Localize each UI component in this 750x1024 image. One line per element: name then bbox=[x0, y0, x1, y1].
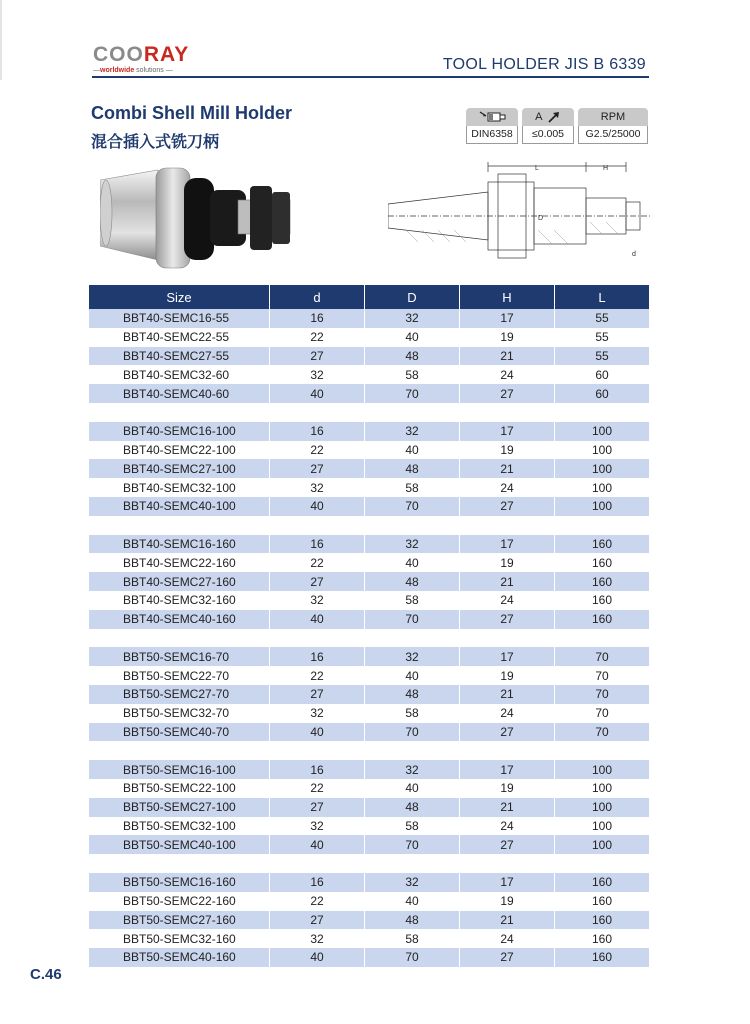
cell-D: 32 bbox=[365, 873, 460, 892]
cell-size: BBT40-SEMC22-100 bbox=[89, 441, 270, 460]
cell-d: 27 bbox=[270, 685, 365, 704]
cell-size: BBT40-SEMC22-160 bbox=[89, 553, 270, 572]
brand-logo bbox=[93, 44, 203, 74]
group-spacer-row bbox=[89, 741, 649, 760]
cell-L: 70 bbox=[595, 668, 609, 683]
cell-size: BBT50-SEMC32-160 bbox=[89, 929, 270, 948]
cell-H: 24 bbox=[460, 591, 555, 610]
table-row bbox=[89, 873, 649, 892]
cell-D: 32 bbox=[365, 647, 460, 666]
cell-D: 58 bbox=[365, 817, 460, 836]
cell-D: 58 bbox=[365, 478, 460, 497]
cell-L: 100 bbox=[591, 480, 613, 495]
cell-d: 40 bbox=[270, 835, 365, 854]
cell-H: 27 bbox=[460, 835, 555, 854]
cell-D: 70 bbox=[365, 835, 460, 854]
table-row bbox=[89, 704, 649, 723]
cell-d: 22 bbox=[270, 892, 365, 911]
cell-L: 55 bbox=[555, 309, 649, 328]
cell-D: 40 bbox=[365, 666, 460, 685]
spec-badge-runout-value: ≤0.005 bbox=[522, 126, 574, 144]
cell-size: BBT50-SEMC16-70 bbox=[89, 647, 270, 666]
cell-L: 60 bbox=[595, 367, 609, 382]
spec-badge-runout-label: A bbox=[535, 111, 542, 123]
cell-D: 70 bbox=[365, 723, 460, 742]
cell-H: 17 bbox=[460, 309, 555, 328]
table-row bbox=[89, 817, 649, 836]
table-row bbox=[89, 798, 649, 817]
table-row bbox=[89, 459, 649, 478]
cell-size: BBT40-SEMC32-160 bbox=[89, 591, 270, 610]
cell-d: 16 bbox=[270, 535, 365, 554]
column-header-H: H bbox=[460, 285, 555, 309]
group-spacer-row bbox=[89, 403, 649, 422]
group-spacer-cell bbox=[89, 516, 649, 535]
spec-badge-din-top bbox=[466, 108, 518, 126]
cell-d: 27 bbox=[270, 911, 365, 930]
cell-d: 16 bbox=[270, 873, 365, 892]
cell-size: BBT50-SEMC16-160 bbox=[89, 873, 270, 892]
cell-d: 40 bbox=[270, 384, 365, 403]
cell-d: 40 bbox=[270, 723, 365, 742]
cell-H: 19 bbox=[460, 328, 555, 347]
cell-L: 160 bbox=[555, 873, 649, 892]
table-row bbox=[89, 309, 649, 328]
cell-D: 58 bbox=[365, 365, 460, 384]
cell-size: BBT40-SEMC40-60 bbox=[89, 384, 270, 403]
cell-L: 55 bbox=[595, 330, 609, 345]
cell-D: 48 bbox=[365, 347, 460, 366]
size-table bbox=[89, 285, 649, 967]
cell-size: BBT40-SEMC16-55 bbox=[89, 309, 270, 328]
table-row bbox=[89, 535, 649, 554]
cell-L: 160 bbox=[555, 911, 649, 930]
cell-size: BBT40-SEMC40-160 bbox=[89, 610, 270, 629]
cell-L: 70 bbox=[595, 706, 609, 721]
cell-D: 48 bbox=[365, 459, 460, 478]
cell-L: 160 bbox=[555, 610, 649, 629]
cell-H: 19 bbox=[460, 441, 555, 460]
tagline-prefix: — bbox=[93, 67, 100, 74]
cell-size: BBT40-SEMC27-55 bbox=[89, 347, 270, 366]
cell-d: 32 bbox=[270, 591, 365, 610]
table-row bbox=[89, 911, 649, 930]
column-header-D: D bbox=[365, 285, 460, 309]
group-spacer-row bbox=[89, 516, 649, 535]
header-divider bbox=[92, 76, 649, 78]
cell-D: 40 bbox=[365, 892, 460, 911]
cell-H: 21 bbox=[460, 459, 555, 478]
table-row bbox=[89, 591, 649, 610]
cell-L: 100 bbox=[555, 459, 649, 478]
spec-badge-runout bbox=[522, 108, 574, 144]
tagline-rest: solutions — bbox=[134, 67, 173, 74]
cell-H: 24 bbox=[460, 929, 555, 948]
cell-size: BBT40-SEMC16-160 bbox=[89, 535, 270, 554]
cell-H: 19 bbox=[460, 779, 555, 798]
table-row bbox=[89, 647, 649, 666]
product-title-en: Combi Shell Mill Holder bbox=[91, 103, 293, 123]
table-row bbox=[89, 760, 649, 779]
cell-size: BBT50-SEMC22-160 bbox=[89, 892, 270, 911]
cell-L: 100 bbox=[591, 442, 613, 457]
cell-L: 70 bbox=[555, 685, 649, 704]
cell-size: BBT50-SEMC27-70 bbox=[89, 685, 270, 704]
column-header-size: Size bbox=[89, 285, 270, 309]
cell-d: 40 bbox=[270, 497, 365, 516]
cell-D: 70 bbox=[365, 610, 460, 629]
cell-D: 40 bbox=[365, 779, 460, 798]
spec-badge-din-value: DIN6358 bbox=[466, 126, 518, 144]
drawing-label-D: D bbox=[538, 215, 544, 222]
group-spacer-cell bbox=[89, 403, 649, 422]
logo-wordmark-part1: COO bbox=[93, 43, 144, 66]
cell-H: 17 bbox=[460, 760, 555, 779]
cell-H: 21 bbox=[460, 685, 555, 704]
page-edge-mark bbox=[0, 0, 2, 80]
cell-size: BBT50-SEMC22-70 bbox=[89, 666, 270, 685]
cell-size: BBT50-SEMC32-100 bbox=[89, 817, 270, 836]
table-row bbox=[89, 328, 649, 347]
cell-L: 160 bbox=[591, 593, 613, 608]
table-row bbox=[89, 685, 649, 704]
cell-D: 32 bbox=[365, 422, 460, 441]
group-spacer-row bbox=[89, 854, 649, 873]
cell-size: BBT50-SEMC16-100 bbox=[89, 760, 270, 779]
table-row bbox=[89, 835, 649, 854]
cell-L: 160 bbox=[555, 948, 649, 967]
cell-L: 55 bbox=[555, 347, 649, 366]
table-row bbox=[89, 892, 649, 911]
table-row bbox=[89, 478, 649, 497]
product-photo bbox=[100, 160, 300, 278]
cell-d: 27 bbox=[270, 572, 365, 591]
cell-L: 160 bbox=[591, 931, 613, 946]
spec-badge-runout-top bbox=[522, 108, 574, 126]
cell-size: BBT50-SEMC40-100 bbox=[89, 835, 270, 854]
table-row bbox=[89, 572, 649, 591]
spec-badge-rpm bbox=[578, 108, 648, 144]
cell-L: 160 bbox=[555, 572, 649, 591]
cell-D: 40 bbox=[365, 553, 460, 572]
table-row bbox=[89, 365, 649, 384]
table-row bbox=[89, 553, 649, 572]
cell-L: 100 bbox=[555, 422, 649, 441]
technical-drawing bbox=[388, 160, 650, 272]
table-row bbox=[89, 948, 649, 967]
cell-size: BBT50-SEMC40-160 bbox=[89, 948, 270, 967]
cell-size: BBT40-SEMC40-100 bbox=[89, 497, 270, 516]
size-table-body bbox=[89, 309, 649, 967]
column-header-L: L bbox=[555, 285, 649, 309]
table-row bbox=[89, 422, 649, 441]
clamp-icon bbox=[477, 110, 507, 124]
spec-badge-din bbox=[466, 108, 518, 144]
table-row bbox=[89, 666, 649, 685]
cell-D: 40 bbox=[365, 328, 460, 347]
cell-H: 24 bbox=[460, 478, 555, 497]
cell-D: 32 bbox=[365, 760, 460, 779]
cell-L: 70 bbox=[555, 647, 649, 666]
cell-H: 21 bbox=[460, 798, 555, 817]
cell-L: 160 bbox=[555, 535, 649, 554]
cell-L: 100 bbox=[555, 497, 649, 516]
cell-H: 27 bbox=[460, 384, 555, 403]
cell-H: 17 bbox=[460, 647, 555, 666]
cell-d: 32 bbox=[270, 704, 365, 723]
cell-d: 27 bbox=[270, 459, 365, 478]
group-spacer-cell bbox=[89, 741, 649, 760]
cell-D: 70 bbox=[365, 497, 460, 516]
drawing-label-L: L bbox=[535, 165, 539, 172]
cell-H: 19 bbox=[460, 892, 555, 911]
cell-D: 48 bbox=[365, 911, 460, 930]
cell-size: BBT50-SEMC27-100 bbox=[89, 798, 270, 817]
cell-H: 17 bbox=[460, 535, 555, 554]
cell-d: 16 bbox=[270, 309, 365, 328]
cell-d: 16 bbox=[270, 422, 365, 441]
cell-L: 100 bbox=[555, 835, 649, 854]
cell-d: 16 bbox=[270, 647, 365, 666]
cell-D: 70 bbox=[365, 384, 460, 403]
cell-H: 17 bbox=[460, 873, 555, 892]
cell-D: 48 bbox=[365, 798, 460, 817]
tagline-strong: worldwide bbox=[100, 67, 135, 74]
cell-d: 27 bbox=[270, 798, 365, 817]
cell-H: 17 bbox=[460, 422, 555, 441]
cell-L: 60 bbox=[555, 384, 649, 403]
table-row bbox=[89, 610, 649, 629]
group-spacer-cell bbox=[89, 854, 649, 873]
cell-D: 40 bbox=[365, 441, 460, 460]
cell-H: 24 bbox=[460, 817, 555, 836]
cell-H: 19 bbox=[460, 666, 555, 685]
cell-size: BBT50-SEMC32-70 bbox=[89, 704, 270, 723]
table-row bbox=[89, 497, 649, 516]
cell-L: 100 bbox=[591, 818, 613, 833]
spec-badge-rpm-value: G2.5/25000 bbox=[578, 126, 648, 144]
cell-H: 21 bbox=[460, 347, 555, 366]
table-row bbox=[89, 779, 649, 798]
cell-H: 21 bbox=[460, 572, 555, 591]
cell-d: 22 bbox=[270, 441, 365, 460]
table-row bbox=[89, 441, 649, 460]
cell-size: BBT40-SEMC22-55 bbox=[89, 328, 270, 347]
drawing-label-d: d bbox=[632, 251, 636, 258]
cell-D: 32 bbox=[365, 309, 460, 328]
cell-L: 160 bbox=[591, 555, 613, 570]
runout-arrow-icon bbox=[547, 111, 561, 123]
cell-d: 27 bbox=[270, 347, 365, 366]
spec-badge-rpm-label: RPM bbox=[578, 108, 648, 126]
cell-size: BBT50-SEMC22-100 bbox=[89, 779, 270, 798]
table-row bbox=[89, 384, 649, 403]
cell-L: 100 bbox=[555, 760, 649, 779]
cell-L: 160 bbox=[591, 894, 613, 909]
cell-d: 32 bbox=[270, 817, 365, 836]
cell-d: 40 bbox=[270, 948, 365, 967]
logo-wordmark bbox=[93, 44, 203, 66]
cell-size: BBT50-SEMC40-70 bbox=[89, 723, 270, 742]
cell-size: BBT40-SEMC16-100 bbox=[89, 422, 270, 441]
table-row bbox=[89, 347, 649, 366]
drawing-label-H: H bbox=[603, 165, 609, 172]
cell-d: 16 bbox=[270, 760, 365, 779]
cell-H: 27 bbox=[460, 723, 555, 742]
logo-tagline bbox=[93, 67, 203, 74]
cell-d: 22 bbox=[270, 666, 365, 685]
cell-D: 32 bbox=[365, 535, 460, 554]
cell-d: 22 bbox=[270, 328, 365, 347]
cell-size: BBT50-SEMC27-160 bbox=[89, 911, 270, 930]
cell-H: 27 bbox=[460, 610, 555, 629]
cell-H: 19 bbox=[460, 553, 555, 572]
cell-D: 58 bbox=[365, 591, 460, 610]
table-row bbox=[89, 723, 649, 742]
cell-d: 32 bbox=[270, 365, 365, 384]
cell-D: 70 bbox=[365, 948, 460, 967]
cell-D: 48 bbox=[365, 685, 460, 704]
column-header-d: d bbox=[270, 285, 365, 309]
cell-d: 22 bbox=[270, 553, 365, 572]
cell-L: 100 bbox=[591, 781, 613, 796]
cell-L: 100 bbox=[555, 798, 649, 817]
table-row bbox=[89, 929, 649, 948]
cell-d: 32 bbox=[270, 478, 365, 497]
cell-size: BBT40-SEMC27-100 bbox=[89, 459, 270, 478]
cell-d: 40 bbox=[270, 610, 365, 629]
cell-H: 27 bbox=[460, 497, 555, 516]
cell-d: 32 bbox=[270, 929, 365, 948]
cell-size: BBT40-SEMC32-100 bbox=[89, 478, 270, 497]
logo-wordmark-part2: RAY bbox=[143, 43, 190, 66]
size-table-header bbox=[89, 285, 649, 309]
cell-d: 22 bbox=[270, 779, 365, 798]
cell-L: 70 bbox=[555, 723, 649, 742]
cell-H: 27 bbox=[460, 948, 555, 967]
header-title: TOOL HOLDER JIS B 6339 bbox=[442, 56, 646, 73]
page-number: C.46 bbox=[30, 966, 62, 983]
cell-H: 24 bbox=[460, 365, 555, 384]
cell-D: 48 bbox=[365, 572, 460, 591]
cell-D: 58 bbox=[365, 704, 460, 723]
cell-size: BBT40-SEMC27-160 bbox=[89, 572, 270, 591]
group-spacer-cell bbox=[89, 629, 649, 648]
group-spacer-row bbox=[89, 629, 649, 648]
cell-D: 58 bbox=[365, 929, 460, 948]
cell-H: 24 bbox=[460, 704, 555, 723]
cell-size: BBT40-SEMC32-60 bbox=[89, 365, 270, 384]
cell-H: 21 bbox=[460, 911, 555, 930]
product-title-zh: 混合插入式铣刀柄 bbox=[91, 132, 220, 151]
